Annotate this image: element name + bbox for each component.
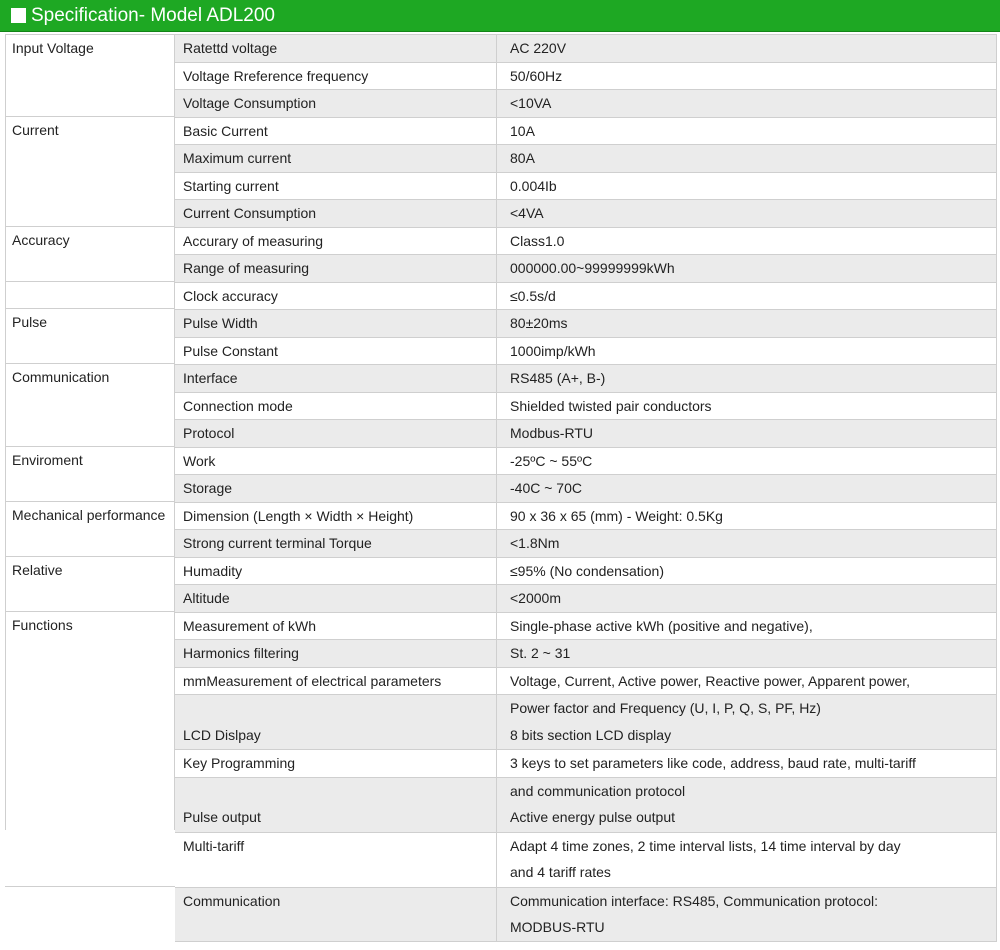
- param-cell: Key Programming: [175, 749, 497, 777]
- param-cell: Work: [175, 447, 497, 475]
- category-communication: Communication: [5, 364, 175, 447]
- value-cell: and 4 tariff rates: [497, 859, 997, 887]
- page-title: Specification- Model ADL200: [31, 5, 275, 26]
- value-cell: -25ºC ~ 55ºC: [497, 447, 997, 475]
- param-cell: [175, 859, 497, 887]
- value-cell: and communication protocol: [497, 777, 997, 805]
- param-cell: Maximum current: [175, 144, 497, 172]
- value-cell: 80±20ms: [497, 309, 997, 337]
- param-cell: Interface: [175, 364, 497, 392]
- param-cell: LCD Dislpay: [175, 722, 497, 750]
- value-cell: 3 keys to set parameters like code, address, baud rate, multi-tariff: [497, 749, 997, 777]
- value-cell: 10A: [497, 117, 997, 145]
- param-cell: Harmonics filtering: [175, 639, 497, 667]
- param-cell: mmMeasurement of electrical parameters: [175, 667, 497, 695]
- param-cell: Pulse Width: [175, 309, 497, 337]
- param-cell: Strong current terminal Torque: [175, 529, 497, 557]
- category-environment: Enviroment: [5, 447, 175, 502]
- value-cell: Modbus-RTU: [497, 419, 997, 447]
- value-cell: AC 220V: [497, 34, 997, 62]
- param-cell: Measurement of kWh: [175, 612, 497, 640]
- param-cell: [175, 694, 497, 722]
- value-cell: RS485 (A+, B-): [497, 364, 997, 392]
- value-cell: Power factor and Frequency (U, I, P, Q, S, PF, Hz): [497, 694, 997, 722]
- param-cell: Clock accuracy: [175, 282, 497, 310]
- param-cell: Protocol: [175, 419, 497, 447]
- value-cell: 50/60Hz: [497, 62, 997, 90]
- category-blank-bottom: [5, 886, 175, 944]
- value-cell: St. 2 ~ 31: [497, 639, 997, 667]
- param-cell: Accurary of measuring: [175, 227, 497, 255]
- category-accuracy: Accuracy: [5, 227, 175, 282]
- param-cell: [175, 914, 497, 942]
- param-cell: Basic Current: [175, 117, 497, 145]
- table-bottom-border: [175, 941, 997, 942]
- category-current: Current: [5, 117, 175, 227]
- param-cell: Range of measuring: [175, 254, 497, 282]
- param-cell: Connection mode: [175, 392, 497, 420]
- value-cell: Class1.0: [497, 227, 997, 255]
- param-cell: Pulse output: [175, 804, 497, 832]
- param-cell: Storage: [175, 474, 497, 502]
- value-cell: Active energy pulse output: [497, 804, 997, 832]
- value-cell: -40C ~ 70C: [497, 474, 997, 502]
- param-cell: Voltage Rreference frequency: [175, 62, 497, 90]
- param-cell: [175, 777, 497, 805]
- param-cell: Current Consumption: [175, 199, 497, 227]
- value-cell: 80A: [497, 144, 997, 172]
- param-cell: Starting current: [175, 172, 497, 200]
- category-functions: Functions: [5, 612, 175, 830]
- value-cell: Communication interface: RS485, Communication protocol:: [497, 887, 997, 915]
- category-relative: Relative: [5, 557, 175, 612]
- value-cell: Voltage, Current, Active power, Reactive power, Apparent power,: [497, 667, 997, 695]
- param-cell: Humadity: [175, 557, 497, 585]
- value-cell: MODBUS-RTU: [497, 914, 997, 942]
- param-cell: Ratettd voltage: [175, 34, 497, 62]
- param-cell: Altitude: [175, 584, 497, 612]
- value-cell: Shielded twisted pair conductors: [497, 392, 997, 420]
- param-cell: Voltage Consumption: [175, 89, 497, 117]
- value-cell: 000000.00~99999999kWh: [497, 254, 997, 282]
- value-cell: 0.004Ib: [497, 172, 997, 200]
- param-cell: Multi-tariff: [175, 832, 497, 860]
- value-cell: 8 bits section LCD display: [497, 722, 997, 750]
- value-cell: <10VA: [497, 89, 997, 117]
- category-blank: [5, 282, 175, 309]
- value-cell: <2000m: [497, 584, 997, 612]
- value-cell: Adapt 4 time zones, 2 time interval lists, 14 time interval by day: [497, 832, 997, 860]
- category-input-voltage: Input Voltage: [5, 34, 175, 117]
- value-cell: ≤0.5s/d: [497, 282, 997, 310]
- square-bullet-icon: [11, 8, 26, 23]
- value-cell: <1.8Nm: [497, 529, 997, 557]
- value-cell: <4VA: [497, 199, 997, 227]
- value-cell: 1000imp/kWh: [497, 337, 997, 365]
- value-cell: 90 x 36 x 65 (mm) - Weight: 0.5Kg: [497, 502, 997, 530]
- value-cell: ≤95% (No condensation): [497, 557, 997, 585]
- category-mechanical-performance: Mechanical performance: [5, 502, 175, 557]
- param-cell: Communication: [175, 887, 497, 915]
- spec-header: [0, 0, 1000, 32]
- value-cell: Single-phase active kWh (positive and negative),: [497, 612, 997, 640]
- category-pulse: Pulse: [5, 309, 175, 364]
- param-cell: Dimension (Length × Width × Height): [175, 502, 497, 530]
- param-cell: Pulse Constant: [175, 337, 497, 365]
